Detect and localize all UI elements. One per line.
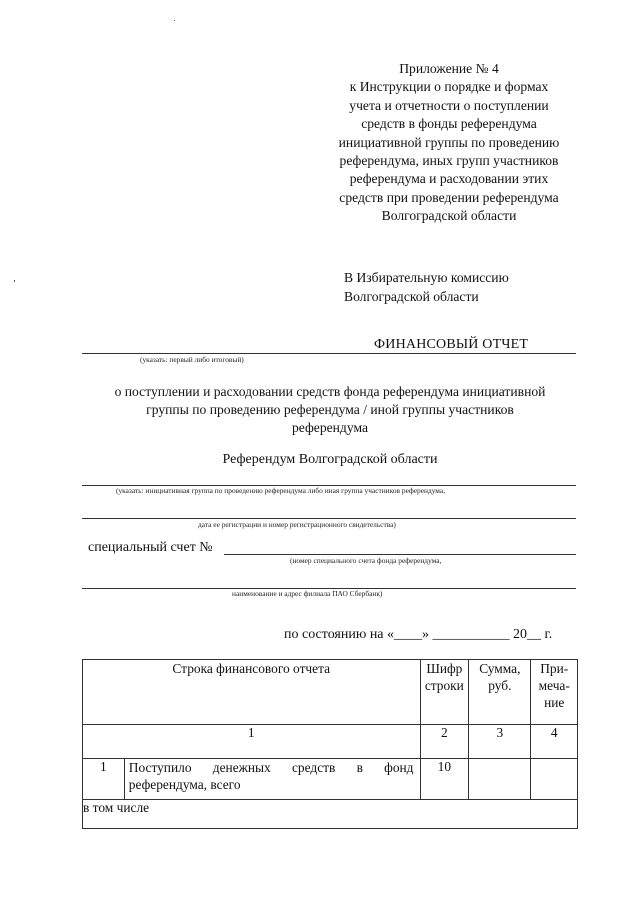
subject-line: о поступлении и расходовании средств фонда референдума инициативной bbox=[114, 384, 546, 399]
referendum-name: Референдум Волгоградской области bbox=[222, 452, 438, 467]
addressee-line: Волгоградской области bbox=[344, 289, 479, 304]
appendix-line: учета и отчетности о поступлении bbox=[349, 97, 549, 113]
column-number: 2 bbox=[420, 725, 469, 759]
header-text: При- bbox=[540, 661, 569, 676]
appendix-block bbox=[318, 60, 580, 226]
header-row-label bbox=[83, 660, 421, 725]
row-number: 1 bbox=[83, 759, 125, 800]
table-row bbox=[83, 759, 578, 800]
header-text: Сумма, bbox=[479, 661, 521, 676]
account-label: специальный счет № bbox=[88, 540, 213, 555]
header-text: Строка финансового отчета bbox=[172, 661, 331, 676]
header-note bbox=[531, 660, 578, 725]
row-note-cell[interactable] bbox=[531, 759, 578, 800]
header-text: ние bbox=[544, 695, 565, 710]
column-number: 1 bbox=[83, 725, 421, 759]
registration-fill-line bbox=[82, 518, 576, 519]
table-header-row bbox=[83, 660, 578, 725]
account-hint: (номер специального счета фонда референдума, bbox=[290, 556, 442, 565]
appendix-line: референдума, иных групп участников bbox=[339, 153, 559, 169]
appendix-line: средств в фонды референдума bbox=[361, 116, 537, 132]
report-type-underline bbox=[82, 353, 576, 354]
subject-line: референдума bbox=[291, 420, 369, 435]
row-sum-cell[interactable] bbox=[469, 759, 531, 800]
column-number: 4 bbox=[531, 725, 578, 759]
financial-report-table bbox=[82, 659, 578, 829]
column-number: 3 bbox=[469, 725, 531, 759]
subtotal-row bbox=[83, 800, 578, 829]
report-subject bbox=[72, 383, 588, 437]
as-of-date: по состоянию на «____» ___________ 20__ г. bbox=[284, 627, 553, 642]
header-text: строки bbox=[424, 678, 464, 693]
header-text: меча- bbox=[538, 678, 570, 693]
group-hint: (указать: инициативная группа по проведению референдума либо иная группа участников референдума, bbox=[116, 486, 446, 495]
appendix-line: инициативной группы по проведению bbox=[338, 134, 560, 150]
subject-line: группы по проведению референдума / иной группы участников bbox=[146, 402, 514, 417]
header-sum bbox=[469, 660, 531, 725]
scan-speck bbox=[174, 20, 175, 21]
appendix-line: референдума и расходовании этих bbox=[349, 171, 549, 187]
subtotal-label: в том числе bbox=[83, 800, 578, 829]
header-text: Шифр bbox=[426, 661, 463, 676]
bank-hint: наименование и адрес филиала ПАО Сбербанк) bbox=[232, 589, 383, 598]
appendix-line: Приложение № 4 bbox=[399, 61, 499, 76]
row-code: 10 bbox=[420, 759, 469, 800]
row-label: Поступило денежных средств в фонд референдума, всего bbox=[124, 759, 420, 800]
column-number-row bbox=[83, 725, 578, 759]
addressee-block bbox=[344, 268, 509, 306]
appendix-line: Волгоградской области bbox=[381, 208, 517, 224]
report-type-hint: (указать: первый либо итоговый) bbox=[140, 355, 244, 364]
registration-hint: дата ее регистрации и номер регистрационного свидетельства) bbox=[198, 520, 396, 529]
account-fill-line bbox=[224, 554, 576, 555]
header-code bbox=[420, 660, 469, 725]
appendix-line: к Инструкции о порядке и формах bbox=[349, 79, 549, 95]
addressee-line: В Избирательную комиссию bbox=[344, 270, 509, 285]
scan-speck bbox=[14, 280, 15, 282]
report-title: ФИНАНСОВЫЙ ОТЧЕТ bbox=[374, 337, 529, 352]
appendix-line: средств при проведении референдума bbox=[339, 189, 559, 205]
header-text: руб. bbox=[488, 678, 512, 693]
